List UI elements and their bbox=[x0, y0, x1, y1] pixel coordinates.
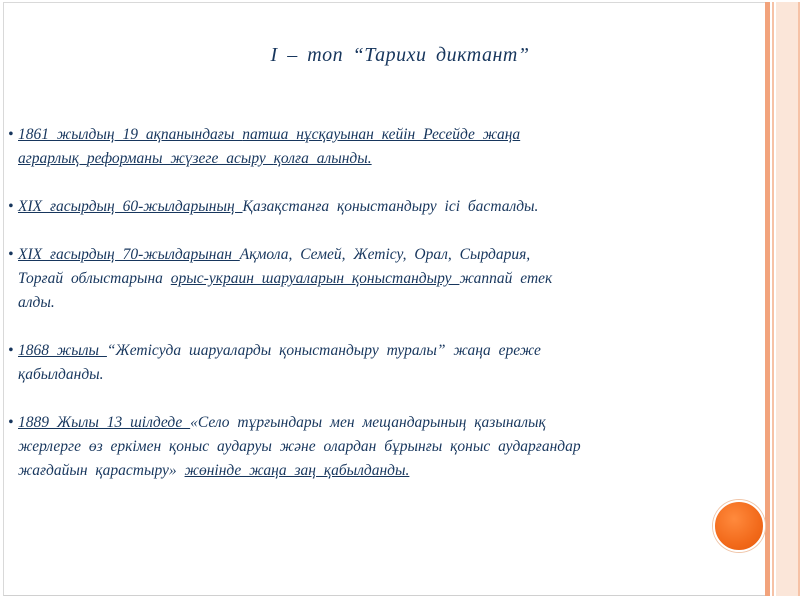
bullet-icon: • bbox=[8, 246, 14, 263]
link-70s[interactable]: XIX ғасырдың 70-жылдарынан bbox=[18, 246, 240, 263]
link-patsha[interactable]: патша нұсқауынан кейін Ресейде жаңа bbox=[242, 126, 521, 143]
text-60s: Қазақстанға қоныстандыру ісі басталды. bbox=[242, 198, 539, 215]
bullet-icon: • bbox=[8, 198, 14, 215]
text-kabyldandy: қабылданды. bbox=[18, 366, 104, 383]
line bbox=[18, 147, 764, 171]
decorative-side-stripes bbox=[765, 2, 800, 596]
line bbox=[18, 339, 764, 363]
bullet-item-1861 bbox=[8, 123, 764, 171]
bullet-icon: • bbox=[8, 414, 14, 431]
link-zhoninde[interactable]: жөнінде жаңа заң қабылданды bbox=[184, 462, 406, 479]
link-60s[interactable]: XIX ғасырдың 60-жылдарының bbox=[18, 198, 243, 215]
bullet-item-60s bbox=[8, 195, 764, 219]
bullet-icon: • bbox=[8, 342, 14, 359]
period: . bbox=[405, 462, 410, 479]
text-aldy: алды. bbox=[18, 294, 55, 311]
text-selo: «Село тұрғындары мен мещандарының қазыналық bbox=[190, 414, 546, 431]
line bbox=[18, 123, 764, 147]
text-zhappai: жаппай етек bbox=[459, 270, 553, 287]
orange-circle-decoration bbox=[713, 500, 765, 552]
link-agrarlyk[interactable]: аграрлық bbox=[18, 150, 87, 167]
line bbox=[18, 243, 764, 267]
text-zherlerge: жерлерге өз еркімен қоныс аударуы және олардан бұрынғы қоныс аударғандар bbox=[18, 438, 581, 455]
line bbox=[18, 411, 764, 435]
line bbox=[18, 267, 764, 291]
bullet-item-70s bbox=[8, 243, 764, 315]
link-kolga[interactable]: қолға алынды. bbox=[273, 150, 372, 167]
line bbox=[18, 195, 764, 219]
slide-content bbox=[8, 123, 764, 507]
link-1861[interactable]: 1861 жылдың 19 ақпанындағы bbox=[18, 126, 243, 143]
link-reforma[interactable]: реформаны жүзеге асыру bbox=[86, 150, 274, 167]
line bbox=[18, 363, 764, 387]
bullet-item-1868 bbox=[8, 339, 764, 387]
line bbox=[18, 459, 764, 483]
text-regions: Ақмола, Семей, Жетісу, Орал, Сырдария, bbox=[239, 246, 531, 263]
link-1868[interactable]: 1868 жылы bbox=[18, 342, 107, 359]
slide-title: І – топ “Тарихи диктант” bbox=[270, 44, 530, 66]
text-zhetisu: “Жетісуда шаруаларды қоныстандыру туралы” жаңа ереже bbox=[106, 342, 541, 359]
text-zhagdaiyn: жағдайын қарастыру» bbox=[18, 462, 185, 479]
line bbox=[18, 291, 764, 315]
line bbox=[18, 435, 764, 459]
link-orys-ukrain[interactable]: орыс-украин шаруаларын қоныстандыру bbox=[170, 270, 460, 287]
bullet-item-1889 bbox=[8, 411, 764, 483]
text-torgai: Торғай облыстарына bbox=[18, 270, 171, 287]
bullet-icon: • bbox=[8, 126, 14, 143]
link-1889[interactable]: 1889 Жылы 13 шілдеде bbox=[18, 414, 191, 431]
